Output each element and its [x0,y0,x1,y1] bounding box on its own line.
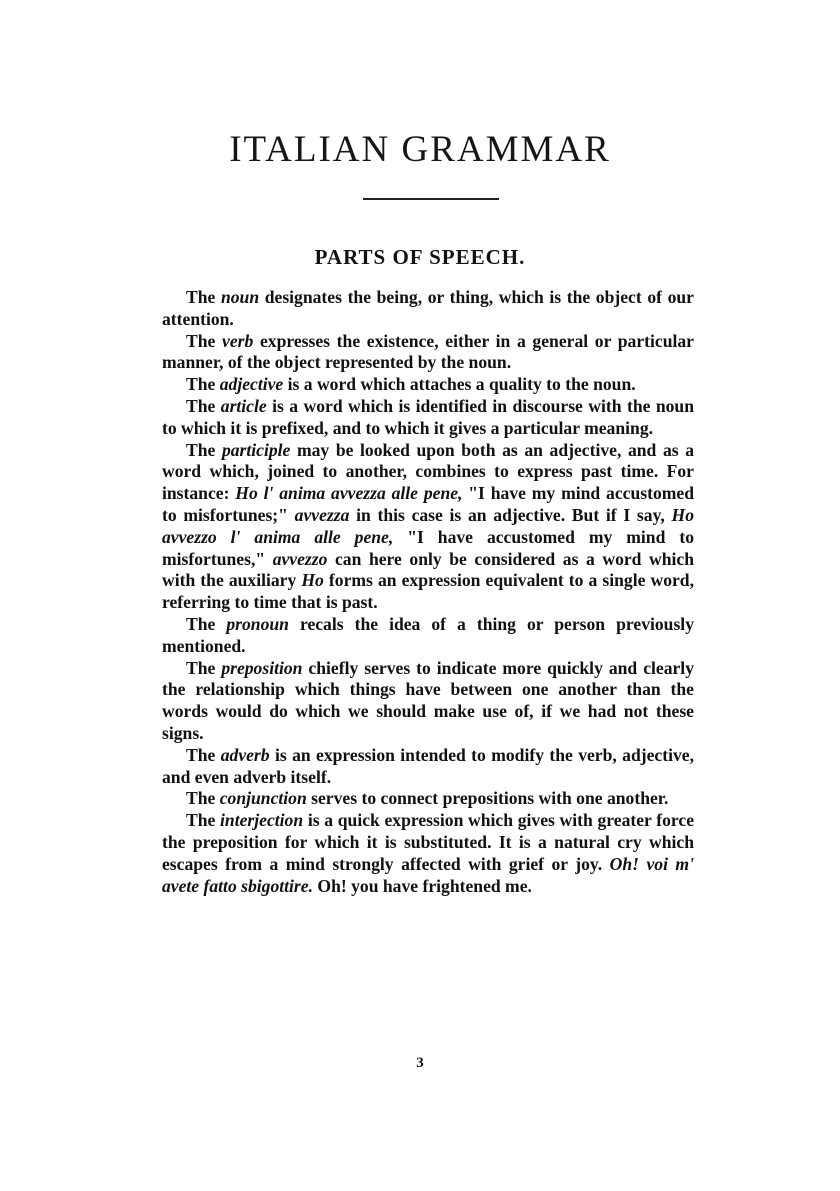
text-run: The [186,439,222,460]
paragraph-preposition [162,658,694,745]
example-italic: avvezza [294,504,350,525]
text-run: "I have accustomed my mind to misfortunes," [162,526,694,569]
example-italic: Oh! voi m' avete fatto sbigottire. [162,853,695,896]
term-italic: noun [220,287,260,307]
text-run: "I have my mind accustomed to misfortunes;" [162,483,694,525]
page-number: 3 [416,1055,424,1071]
term-italic: adverb [220,744,270,765]
paragraph-noun [162,287,694,331]
text-run: The [186,613,227,634]
paragraph-verb [162,331,694,375]
paragraph-adjective [162,374,694,396]
term-italic: preposition [221,657,303,678]
term-italic: interjection [220,810,304,831]
term-italic: verb [222,330,254,351]
example-italic: Ho l' anima avvezza alle pene, [235,483,463,504]
example-italic: avvezzo [272,548,328,569]
text-run: The [186,810,221,831]
page-title: ITALIAN GRAMMAR [229,129,611,170]
term-italic: pronoun [226,613,289,634]
text-run: can here only be considered as a word which with the auxiliary [162,548,694,591]
term-italic: participle [221,439,291,460]
term-italic: conjunction [219,788,307,809]
text-run: The [186,744,221,765]
example-italic: Ho avvezzo l' anima alle pene, [162,504,694,547]
body-text [162,287,694,897]
text-run: Oh! you have frightened me. [312,875,532,896]
text-run: The [186,395,221,416]
paragraph-adverb [162,745,694,789]
paragraph-article [162,396,694,440]
text-run: is a word which attaches a quality to the noun. [283,374,636,395]
text-run: The [186,330,223,351]
example-italic: Ho [301,570,324,591]
text-run: forms an expression equivalent to a single word, referring to time that is past. [162,570,694,613]
title-divider [363,198,499,200]
paragraph-conjunction [162,788,694,810]
text-run: The [186,788,220,809]
paragraph-pronoun [162,614,694,658]
text-run: recals the idea of a thing or person previously mentioned. [162,613,694,656]
text-run: The [186,657,222,678]
paragraph-interjection [162,810,694,897]
text-run: designates the being, or thing, which is the object of our attention. [162,287,694,329]
term-italic: adjective [219,374,284,395]
text-run: is an expression intended to modify the verb, adjective, and even adverb itself. [162,744,694,787]
text-run: chiefly serves to indicate more quickly and clearly the relationship which things have between one another than the words would do which we should make use of, if we had not these signs. [162,657,694,743]
text-run: is a quick expression which gives with greater force the preposition for which it is substituted. It is a natural cry which escapes from a mind strongly affected with grief or joy. [162,810,694,874]
text-run: serves to connect prepositions with one another. [306,788,669,809]
term-italic: article [220,395,267,416]
text-run: is a word which is identified in discourse with the noun to which it is prefixed, and to which it gives a particular meaning. [162,395,694,438]
text-run: The [186,287,221,307]
section-heading: PARTS OF SPEECH. [314,245,526,269]
text-run: in this case is an adjective. But if I say, [349,504,672,525]
text-run: The [186,374,220,395]
paragraph-participle [162,440,694,614]
text-run: expresses the existence, either in a general or particular manner, of the object represented by the noun. [162,330,694,373]
text-run: may be looked upon both as an adjective, and as a word which, joined to another, combines to express past time. For instance: [162,439,695,504]
